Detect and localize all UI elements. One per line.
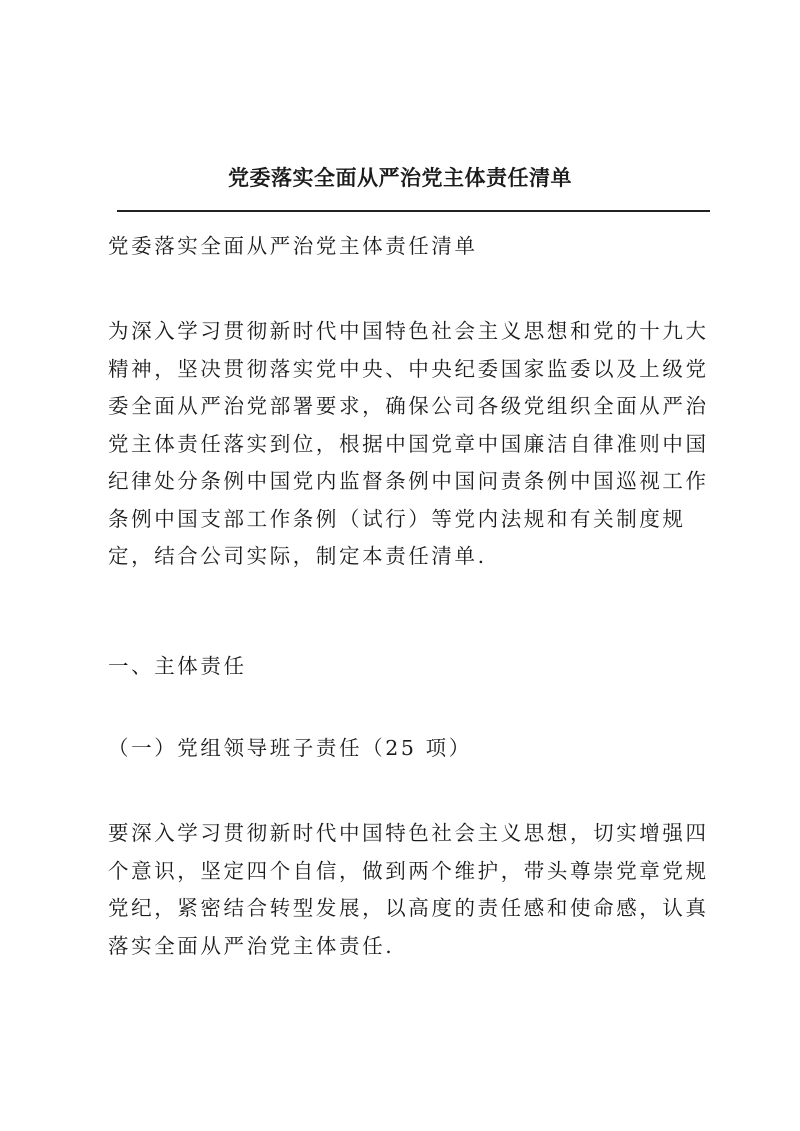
subsection-heading: （一）党组领导班子责任（25 项） — [108, 736, 472, 760]
section-heading: 一、主体责任 — [108, 654, 247, 678]
document-title: 党委落实全面从严治党主体责任清单 — [228, 165, 572, 190]
document-subtitle: 党委落实全面从严治党主体责任清单 — [108, 234, 478, 258]
body-paragraph: 要深入学习贯彻新时代中国特色社会主义思想，切实增强四个意识，坚定四个自信，做到两个维护，带头尊崇党章党规党纪，紧密结合转型发展，以高度的责任感和使命感，认真落实全面从严治党主体责任. — [108, 821, 709, 958]
title-divider — [117, 210, 710, 212]
intro-paragraph: 为深入学习贯彻新时代中国特色社会主义思想和党的十九大精神，坚决贯彻落实党中央、中央纪委国家监委以及上级党委全面从严治党部署要求，确保公司各级党组织全面从严治党主体责任落实到位，根据中国党章中国廉洁自律准则中国纪律处分条例中国党内监督条例中国问责条例中国巡视工作条例中国支部工作条例（试行）等党内法规和有关制度规定，结合公司实际，制定本责任清单. — [108, 319, 709, 568]
